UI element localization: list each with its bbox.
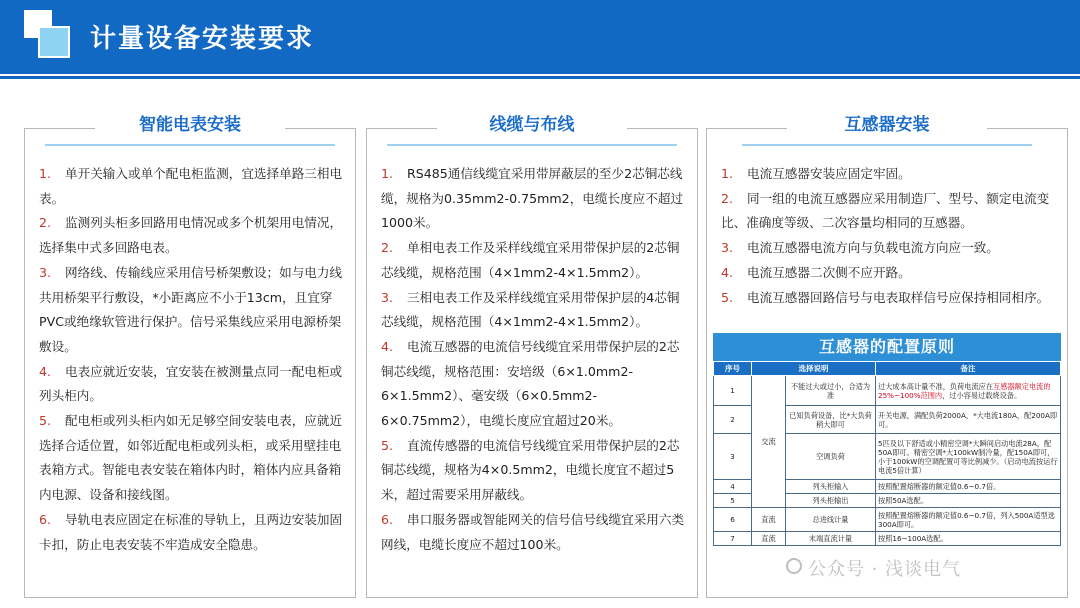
panel-border-top-right (285, 128, 355, 129)
config-table (713, 361, 1061, 546)
item-number: 6. (39, 511, 52, 527)
list-item (381, 162, 685, 236)
config-table-title: 互感器的配置原则 (713, 333, 1061, 361)
item-list (39, 162, 343, 557)
cell-no: 2 (714, 406, 752, 434)
panel-title-underline (45, 144, 335, 146)
list-item (721, 162, 1055, 187)
item-text: 监测列头柜多回路用电情况或多个机架用电情况，选择集中式多回路电表。 (39, 215, 343, 256)
cell-desc: 末端直流计量 (786, 532, 876, 546)
list-item (721, 261, 1055, 286)
list-item (39, 162, 343, 211)
table-row (714, 508, 1061, 532)
panel-border-top-left (25, 128, 95, 129)
list-item (381, 508, 685, 557)
note-text-end: ，过小容易过载烧设备。 (942, 390, 1022, 400)
cell-note: 按照配置熔断器的额定值0.6~0.7倍。 (876, 480, 1061, 494)
item-text: 三相电表工作及采样线缆宜采用带保护层的4芯铜芯线缆，规格范围（4×1mm2-4×1.5mm2）。 (381, 289, 680, 330)
cell-desc: 列头柜输入 (786, 480, 876, 494)
cell-desc: 空调负荷 (786, 434, 876, 480)
list-item (381, 236, 685, 285)
panel-border-top-left (367, 128, 437, 129)
item-text: 电流互感器的电流信号线缆宜采用带保护层的2芯铜芯线缆，规格范围：安培级（6×1.0mm2-6×1.5mm2）、毫安级（6×0.5mm2-6×0.75mm2），电缆长度应宜超过20米。 (381, 338, 680, 429)
item-text: 网络线、传输线应采用信号桥架敷设；如与电力线共用桥架平行敷设，*小距离应不小于13cm，且宜穿PVC或绝缘软管进行保护。信号采集线应采用电源桥架敷设。 (39, 264, 343, 354)
cell-note: 按照50A选配。 (876, 494, 1061, 508)
item-number: 3. (721, 240, 734, 256)
panel-transformer (706, 115, 1068, 598)
panel-border-top-left (707, 128, 787, 129)
item-number: 6. (381, 511, 394, 527)
item-text: 电表应就近安装，宜安装在被测量点同一配电柜或列头柜内。 (39, 363, 343, 404)
cell-note (876, 376, 1061, 406)
cell-no: 5 (714, 494, 752, 508)
table-row (714, 532, 1061, 546)
header-note: 备注 (876, 362, 1061, 376)
item-number: 2. (381, 240, 394, 256)
item-text: 电流互感器安装应固定牢固。 (747, 166, 911, 181)
panel-cabling (366, 115, 698, 598)
cell-no: 4 (714, 480, 752, 494)
cell-no: 1 (714, 376, 752, 406)
panel-border-top-right (987, 128, 1067, 129)
item-number: 1. (721, 166, 734, 181)
panel-smart-meter (24, 115, 356, 598)
list-item (721, 187, 1055, 236)
item-number: 5. (39, 413, 52, 429)
page-title: 计量设备安装要求 (90, 24, 315, 54)
item-text: 电流互感器电流方向与负载电流方向应一致。 (747, 240, 999, 256)
cell-note: 按照16~100A选配。 (876, 532, 1061, 546)
item-number: 2. (39, 215, 52, 231)
list-item (39, 261, 343, 360)
item-text: 单相电表工作及采样线缆宜采用带保护层的2芯铜芯线缆，规格范围（4×1mm2-4×1.5mm2）。 (381, 240, 680, 280)
list-item (39, 508, 343, 557)
list-item (39, 360, 343, 409)
item-number: 2. (721, 190, 734, 206)
header-no: 序号 (714, 362, 752, 376)
panel-title: 互感器安装 (831, 110, 944, 135)
cell-desc: 已知负荷设备，比*大负荷稍大即可 (786, 406, 876, 434)
table-header-row (714, 362, 1061, 376)
panel-title: 智能电表安装 (125, 110, 255, 135)
list-item (39, 409, 343, 508)
item-text: 单开关输入或单个配电柜监测，宜选择单路三相电表。 (39, 166, 343, 206)
item-number: 1. (39, 166, 52, 181)
list-item (39, 211, 343, 260)
cell-note: 5匹及以下舒适或小精密空调*大瞬间启动电流28A，配50A即可。精密空调*大100kW制冷量，配150A即可，小于100kW的空调配置可等比例减少。（启动电流按运行电流5倍计算） (876, 434, 1061, 480)
item-text: 串口服务器或智能网关的信号信号线缆宜采用六类网线，电缆长度应不超过100米。 (381, 511, 685, 552)
cell-no: 6 (714, 508, 752, 532)
cell-no: 3 (714, 434, 752, 480)
item-text: RS485通信线缆宜采用带屏蔽层的至少2芯铜芯线缆，规格为0.35mm2-0.75mm2，电缆长度应不超过1000米。 (381, 166, 684, 231)
panel-title-underline (387, 144, 677, 146)
item-number: 5. (721, 289, 734, 305)
watermark: 公众号 · 浅谈电气 (808, 559, 962, 580)
header-bar (0, 0, 1080, 74)
cell-desc: 总进线计量 (786, 508, 876, 532)
item-text: 直流传感器的电流信号线缆宜采用带保护层的2芯铜芯线缆，规格为4×0.5mm2，电缆长度宜不超过5米，超过需要采用屏蔽线。 (381, 437, 680, 503)
list-item (381, 335, 685, 434)
cell-group: 交流 (752, 376, 786, 508)
item-text: 电流互感器回路信号与电表取样信号应保持相同相序。 (747, 289, 1050, 305)
item-list (381, 162, 685, 557)
panel-title: 线缆与布线 (476, 110, 589, 135)
note-text: 过大成本高计量不准，负荷电流应在 (878, 381, 994, 391)
item-number: 3. (381, 289, 394, 305)
panel-title-underline (742, 144, 1032, 146)
item-number: 4. (39, 363, 52, 379)
item-list (721, 162, 1055, 310)
panel-border-top-right (627, 128, 697, 129)
item-text: 导轨电表应固定在标准的导轨上，且两边安装加固卡扣，防止电表安装不牢造成安全隐患。 (39, 511, 343, 552)
header-divider (0, 76, 1080, 79)
item-number: 5. (381, 437, 394, 453)
item-number: 1. (381, 166, 394, 181)
logo-square-front (38, 26, 70, 58)
item-text: 同一组的电流互感器应采用制造厂、型号、额定电流变比、准确度等级、二次容量均相同的互感器。 (721, 190, 1050, 231)
cell-group: 直流 (752, 532, 786, 546)
wechat-icon (786, 558, 802, 574)
note-highlight: 互感器额定电流的25%~100%范围内 (878, 381, 1051, 400)
list-item (721, 286, 1055, 311)
cell-note: 按照配置熔断器的额定值0.6~0.7倍，列入500A适型选300A即可。 (876, 508, 1061, 532)
cell-desc: 列头柜输出 (786, 494, 876, 508)
item-text: 电流互感器二次侧不应开路。 (747, 264, 911, 280)
cell-desc: 不能过大或过小，合适为准 (786, 376, 876, 406)
cell-no: 7 (714, 532, 752, 546)
list-item (381, 434, 685, 508)
cell-note: 开关电源，满配负荷2000A，*大电流180A，配200A即可。 (876, 406, 1061, 434)
item-number: 4. (381, 338, 394, 354)
item-number: 4. (721, 264, 734, 280)
list-item (381, 286, 685, 335)
header-desc: 选择说明 (752, 362, 876, 376)
list-item (721, 236, 1055, 261)
table-row (714, 376, 1061, 406)
item-text: 配电柜或列头柜内如无足够空间安装电表，应就近选择合适位置，如邻近配电柜或列头柜，或采用壁挂电表箱方式。智能电表安装在箱体内时，箱体内应具备箱内电源、设备和接线图。 (39, 413, 343, 503)
cell-group: 直流 (752, 508, 786, 532)
item-number: 3. (39, 264, 52, 280)
